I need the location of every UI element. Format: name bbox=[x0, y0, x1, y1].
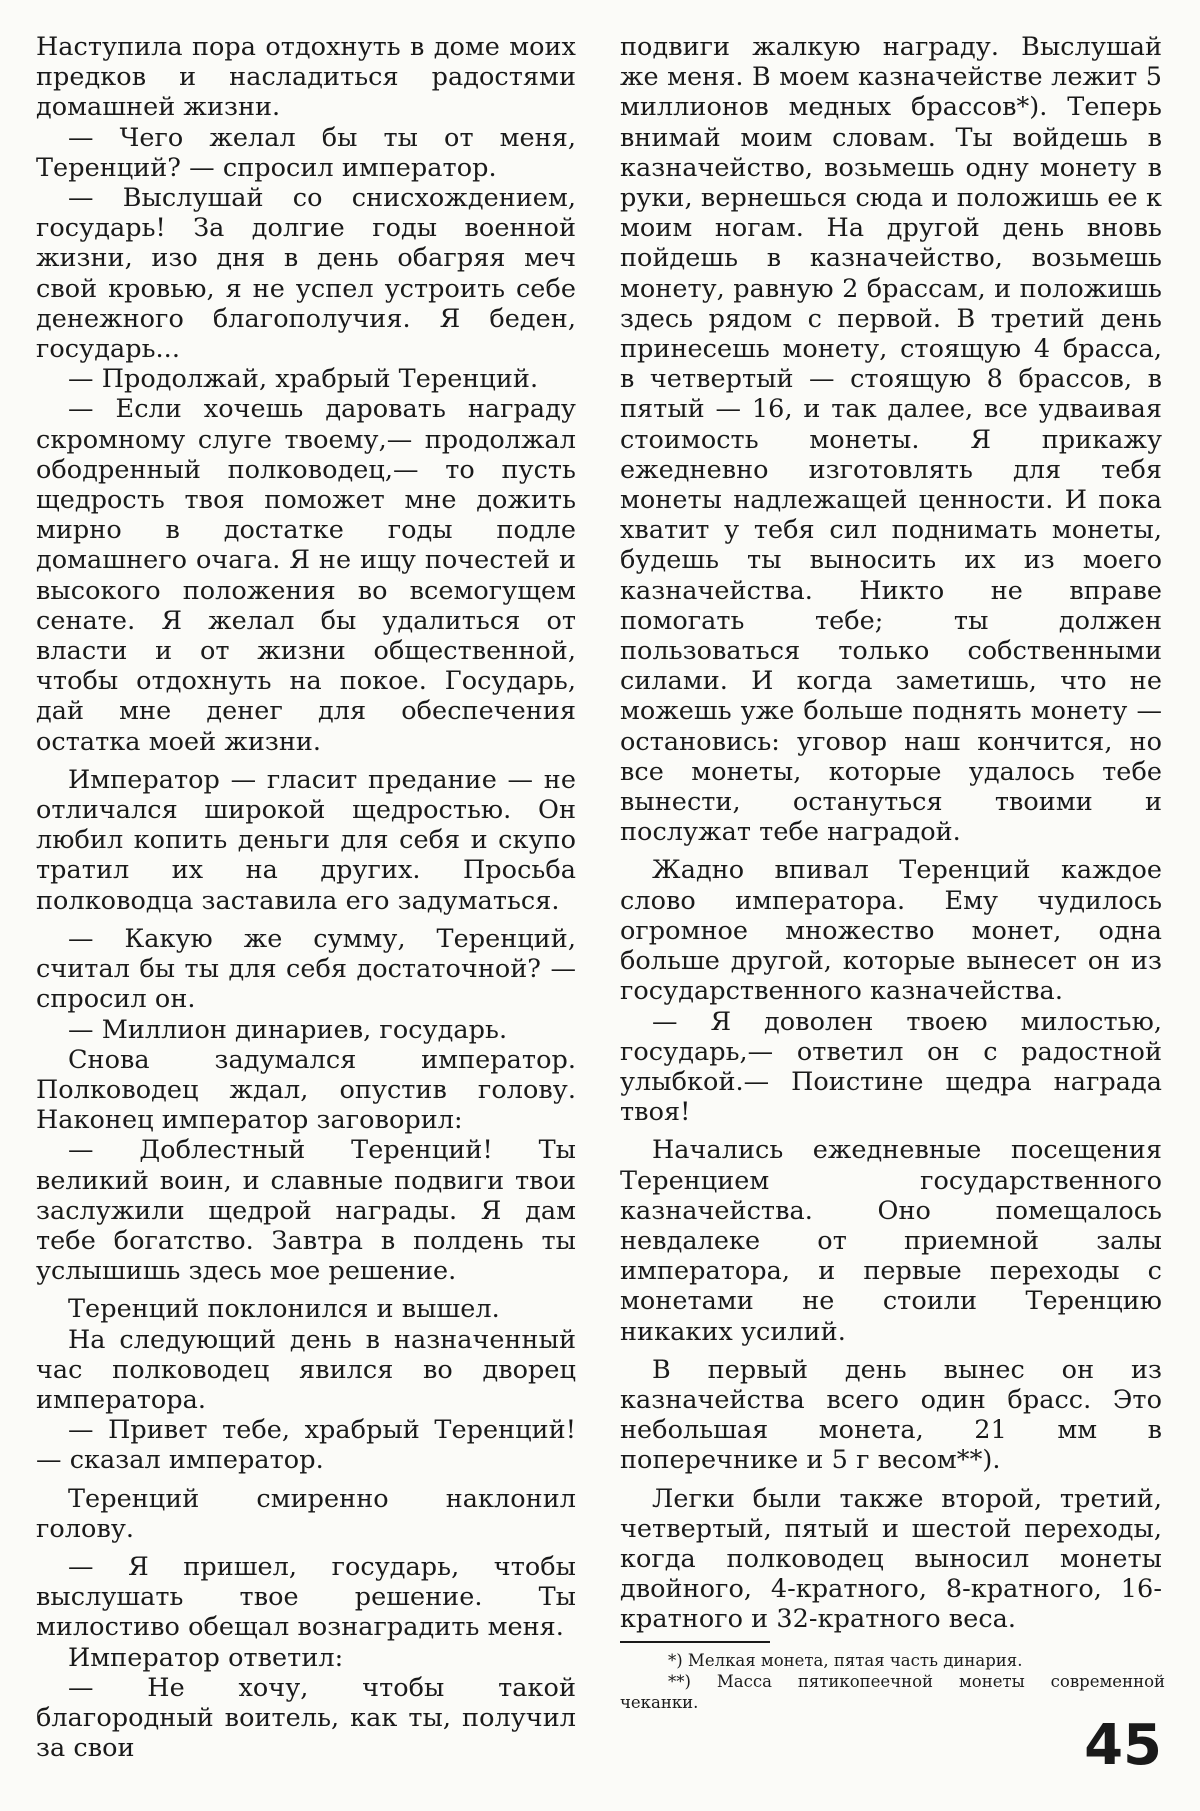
footnotes bbox=[620, 1650, 1165, 1713]
paragraph: — Миллион динариев, государь. bbox=[68, 1014, 508, 1045]
paragraph: — Чего желал бы ты от меня, Теренций? — спросил император. bbox=[36, 122, 576, 183]
paragraph: — Я пришел, государь, чтобы выслушать твое решение. Ты милостиво обещал вознаградить меня. bbox=[36, 1551, 576, 1643]
paragraph: Снова задумался император. Полководец ждал, опустив голову. Наконец император заговорил: bbox=[36, 1044, 576, 1136]
paragraph: Император ответил: bbox=[68, 1642, 344, 1673]
paragraph: — Какую же сумму, Теренций, считал бы ты для себя достаточной? — спросил он. bbox=[36, 923, 576, 1015]
paragraph: Наступила пора отдохнуть в доме моих предков и насладиться радостями домашней жизни. bbox=[36, 32, 576, 123]
paragraph: — Если хочешь даровать награду скромному слуге твоему,— продолжал ободренный полководец,— то пусть щедрость твоя поможет мне дожить мирно в достатке годы подле домашнего очага. Я не ищу почестей и высокого положения во всемогущем сенате. Я желал бы удалиться от власти и от жизни общественной, чтобы отдохнуть на покое. Государь, дай мне денег для обеспечения остатка моей жизни. bbox=[36, 394, 576, 757]
paragraph: На следующий день в назначенный час полководец явился во дворец императора. bbox=[36, 1324, 576, 1415]
paragraph: — Не хочу, чтобы такой благородный воитель, как ты, получил за свои bbox=[36, 1672, 576, 1764]
footnote: **) Масса пятикопеечной монеты современной чеканки. bbox=[620, 1672, 1165, 1712]
paragraph: Начались ежедневные посещения Теренцием государственного казначейства. Оно помещалось невдалеке от приемной залы императора, и первые переходы с монетами не стоили Теренцию никаких усилий. bbox=[620, 1135, 1162, 1347]
paragraph: В первый день вынес он из казначейства всего один брасс. Это небольшая монета, 21 мм в поперечнике и 5 г весом**). bbox=[620, 1354, 1162, 1476]
left-text-column bbox=[36, 32, 576, 1763]
paragraph: Теренций смиренно наклонил голову. bbox=[36, 1483, 576, 1544]
paragraph: — Выслушай со снисхождением, государь! За долгие годы военной жизни, изо дня в день обагряя меч свой кровью, я не успел устроить себе денежного благополучия. Я беден, государь... bbox=[36, 183, 576, 365]
paragraph: Теренций поклонился и вышел. bbox=[68, 1294, 500, 1325]
paragraph: — Продолжай, храбрый Теренций. bbox=[68, 364, 539, 395]
paragraph: подвиги жалкую награду. Выслушай же меня. В моем казначействе лежит 5 миллионов медных брассов*). Теперь внимай моим словам. Ты войдешь в казначейство, возьмешь одну монету в руки, вернешься сюда и положишь ее к моим ногам. На другой день вновь пойдешь в казначейство, возьмешь монету, равную 2 брассам, и положишь здесь рядом с первой. В третий день принесешь монету, стоящую 4 брасса, в четвертый — стоящую 8 брассов, в пятый — 16, и так далее, все удваивая стоимость монеты. Я прикажу ежедневно изготовлять для тебя монеты надлежащей ценности. И пока хватит у тебя сил поднимать монеты, будешь ты выносить их из моего казначейства. Никто не вправе помогать тебе; ты должен пользоваться только собственными силами. И когда заметишь, что не можешь уже больше поднять монету — остановись: уговор наш кончится, но все монеты, которые удалось тебе вынести, остануться твоими и послужат тебе наградой. bbox=[620, 32, 1162, 848]
page-number: 45 bbox=[1084, 1713, 1162, 1778]
right-text-column bbox=[620, 32, 1162, 1635]
footnote-divider bbox=[620, 1641, 770, 1643]
paragraph: Жадно впивал Теренций каждое слово императора. Ему чудилось огромное множество монет, одна больше другой, которые вынесет он из государственного казначейства. bbox=[620, 855, 1162, 1007]
paragraph: — Я доволен твоею милостью, государь,— ответил он с радостной улыбкой.— Поистине щедра награда твоя! bbox=[620, 1006, 1162, 1128]
paragraph: — Привет тебе, храбрый Теренций! — сказал император. bbox=[36, 1415, 576, 1476]
footnote: *) Мелкая монета, пятая часть динария. bbox=[668, 1651, 1023, 1670]
paragraph: Император — гласит предание — не отличался широкой щедростью. Он любил копить деньги для себя и скупо тратил их на других. Просьба полководца заставила его задуматься. bbox=[36, 764, 576, 916]
paragraph: Легки были также второй, третий, четвертый, пятый и шестой переходы, когда полководец выносил монеты двойного, 4-кратного, 8-кратного, 16-кратного и 32-кратного веса. bbox=[620, 1483, 1162, 1635]
paragraph: — Доблестный Теренций! Ты великий воин, и славные подвиги твои заслужили щедрой награды. Я дам тебе богатство. Завтра в полдень ты услышишь здесь мое решение. bbox=[36, 1135, 576, 1287]
